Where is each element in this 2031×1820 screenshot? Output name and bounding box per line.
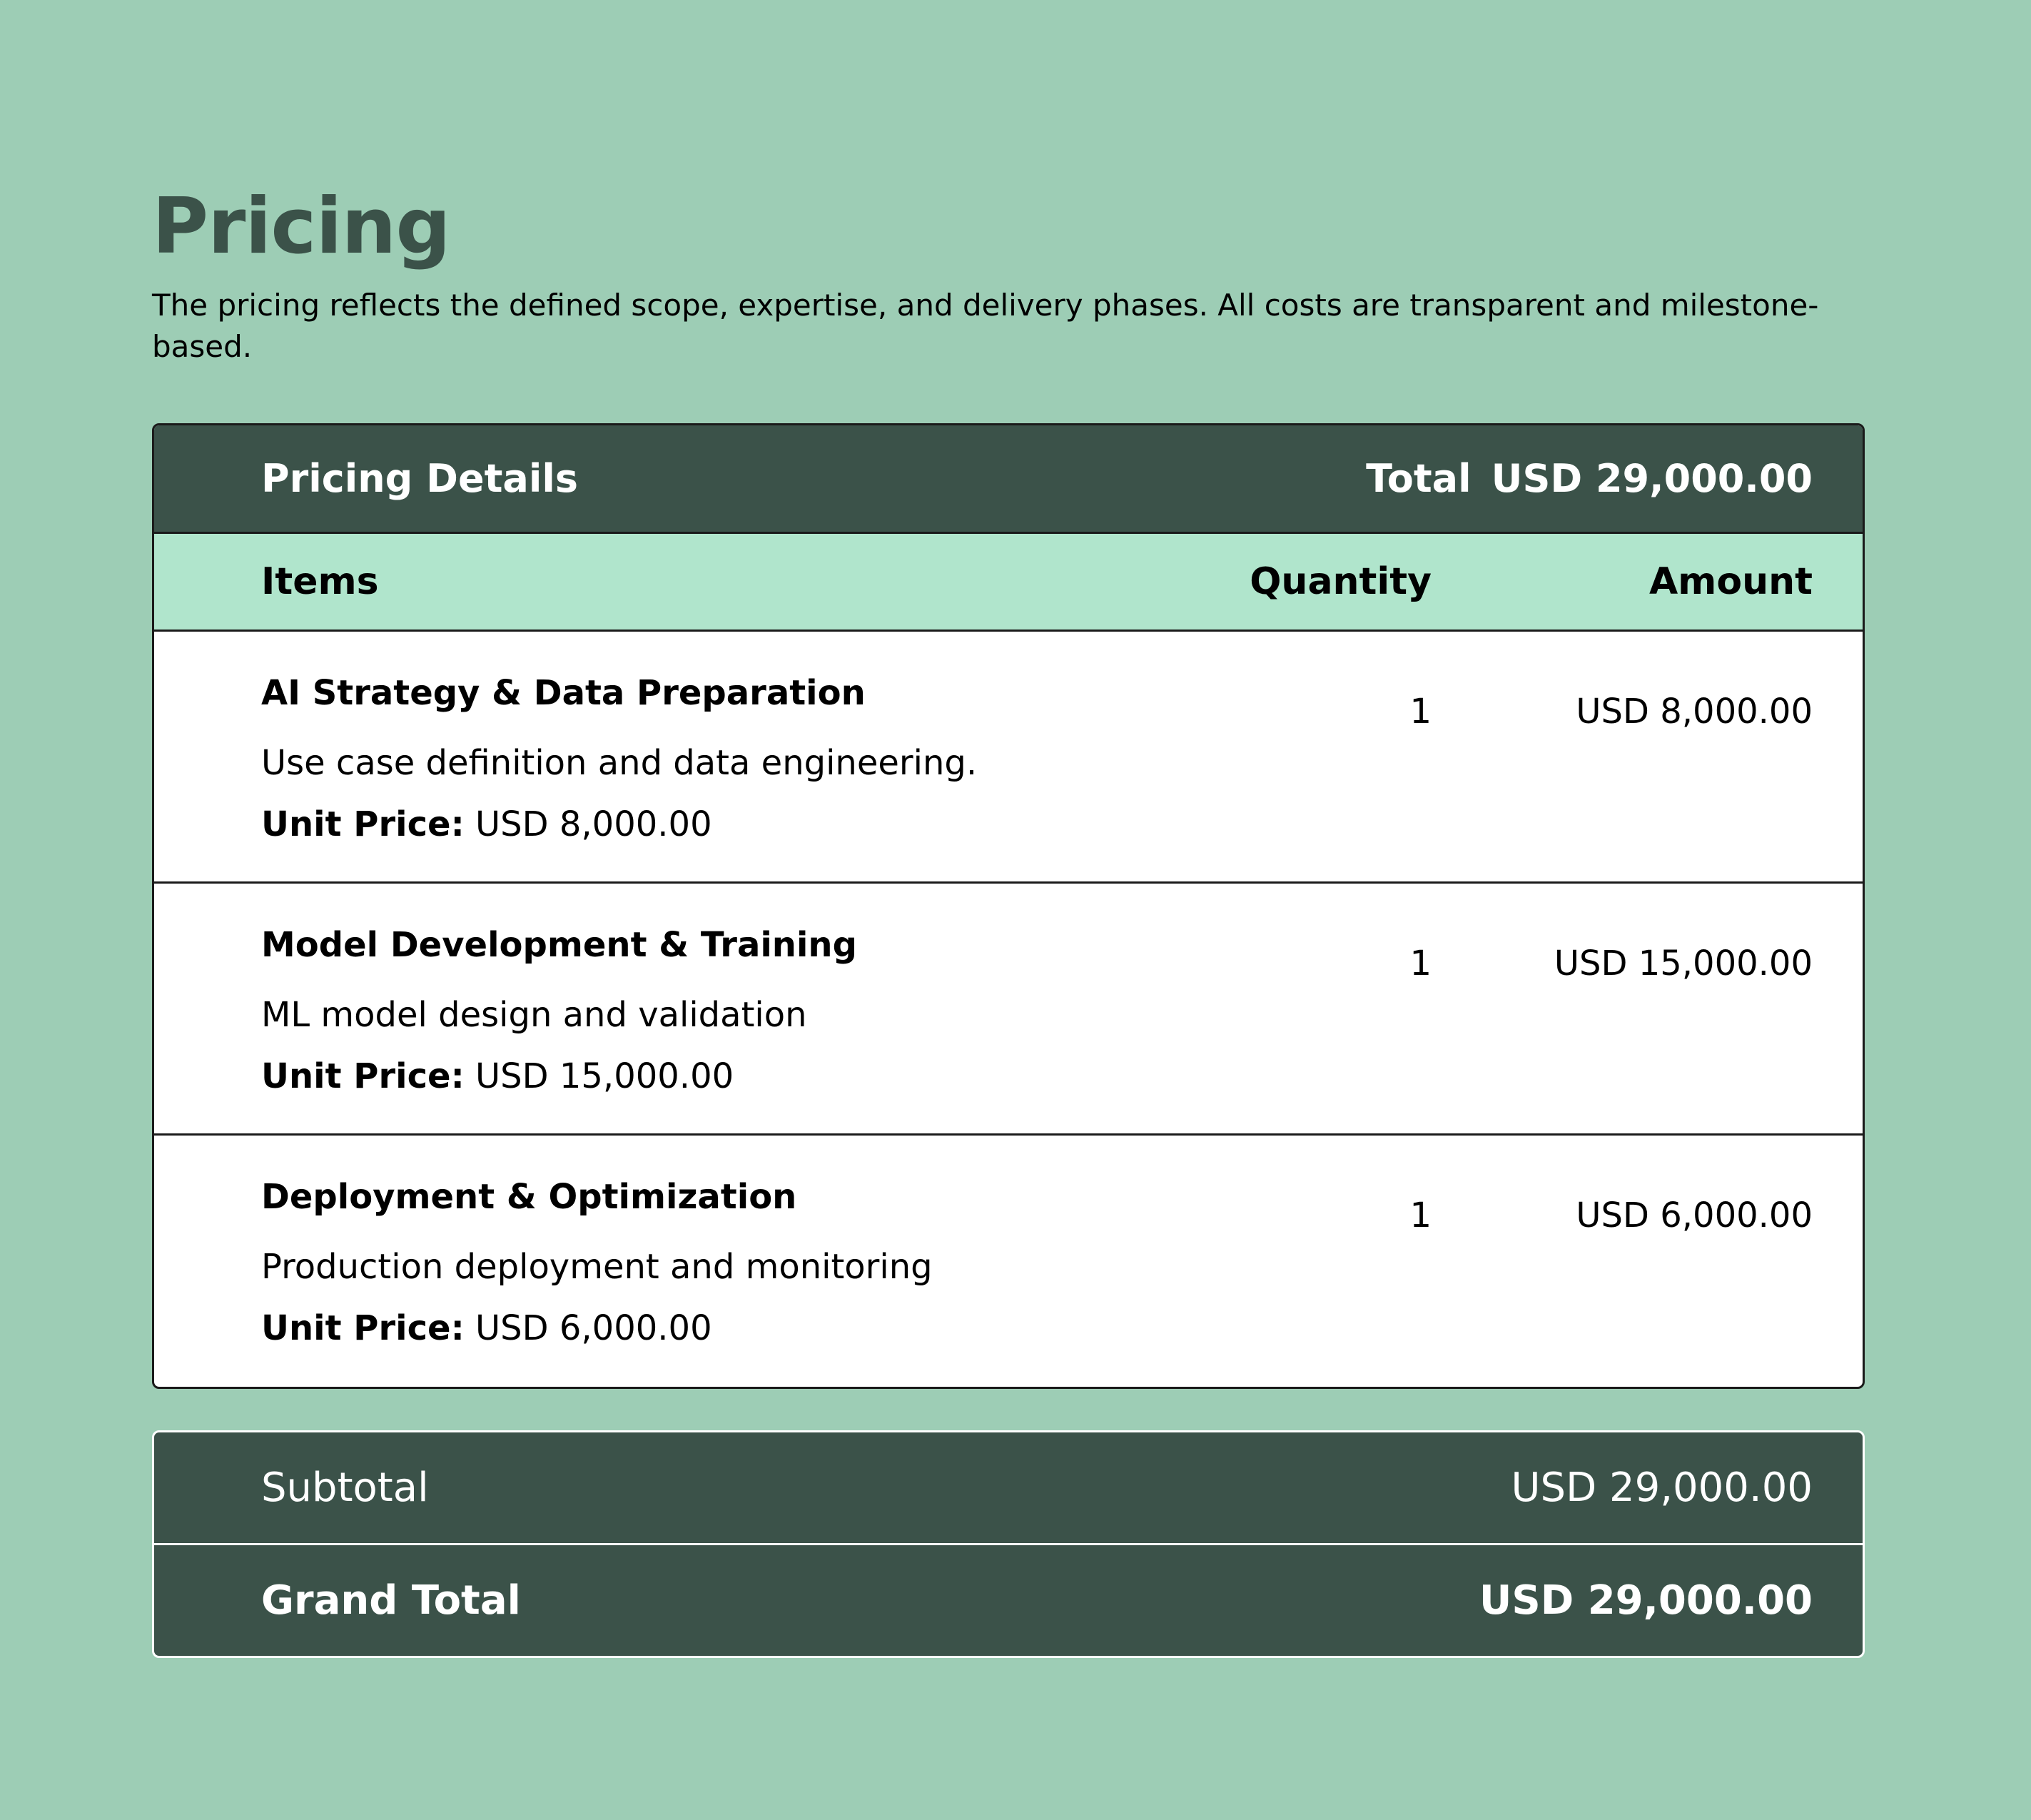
- header-total-value: USD 29,000.00: [1491, 456, 1813, 501]
- item-description: ML model design and validation: [261, 995, 807, 1035]
- item-unit-price: [261, 803, 1203, 846]
- subtotal-value: USD 29,000.00: [1511, 1465, 1813, 1511]
- column-header-items: Items: [261, 560, 379, 603]
- table-row: [154, 884, 1863, 1136]
- item-cell: [261, 884, 1203, 1098]
- pricing-details-title: Pricing Details: [261, 456, 578, 501]
- subtotal-row: [154, 1432, 1863, 1545]
- item-amount: USD 8,000.00: [1576, 692, 1813, 732]
- page-title: Pricing: [152, 182, 450, 271]
- grand-total-row: [154, 1545, 1863, 1656]
- item-cell: [261, 632, 1203, 846]
- intro-line-1: The pricing reflects the defined scope, expertise, and delivery phases. All costs are transparent and milestone-: [152, 288, 1819, 323]
- item-description: Use case definition and data engineering.: [261, 743, 978, 783]
- item-description: Production deployment and monitoring: [261, 1247, 933, 1287]
- item-quantity: 1: [1409, 944, 1432, 984]
- item-quantity: 1: [1409, 692, 1432, 732]
- table-row: [154, 632, 1863, 884]
- intro-line-2: based.: [152, 329, 253, 364]
- subtotal-label: Subtotal: [261, 1465, 429, 1511]
- pricing-table-header: [154, 425, 1863, 534]
- pricing-section: [152, 178, 1863, 1658]
- unit-price-label: Unit Price:: [261, 804, 465, 844]
- item-name: Model Development & Training: [261, 925, 857, 965]
- header-total-label: Total: [1366, 456, 1472, 501]
- grand-total-label: Grand Total: [261, 1577, 521, 1624]
- item-amount: USD 15,000.00: [1554, 944, 1813, 984]
- grand-total-value: USD 29,000.00: [1479, 1577, 1813, 1624]
- unit-price-value: USD 15,000.00: [475, 1056, 734, 1096]
- unit-price-value: USD 8,000.00: [475, 804, 712, 844]
- header-total: [1366, 456, 1813, 501]
- item-amount: USD 6,000.00: [1576, 1195, 1813, 1235]
- item-unit-price: [261, 1055, 1203, 1098]
- unit-price-value: USD 6,000.00: [475, 1308, 712, 1348]
- item-quantity: 1: [1409, 1195, 1432, 1235]
- unit-price-label: Unit Price:: [261, 1056, 465, 1096]
- unit-price-label: Unit Price:: [261, 1308, 465, 1348]
- column-header-quantity: Quantity: [1250, 560, 1432, 603]
- table-row: [154, 1136, 1863, 1387]
- item-unit-price: [261, 1307, 1203, 1350]
- item-name: AI Strategy & Data Preparation: [261, 673, 866, 713]
- item-name: Deployment & Optimization: [261, 1177, 797, 1217]
- item-cell: [261, 1136, 1203, 1350]
- totals-summary: [152, 1430, 1865, 1658]
- pricing-table: [152, 423, 1865, 1389]
- column-headers: [154, 534, 1863, 632]
- column-header-amount: Amount: [1648, 560, 1813, 603]
- intro-text: [152, 285, 1863, 368]
